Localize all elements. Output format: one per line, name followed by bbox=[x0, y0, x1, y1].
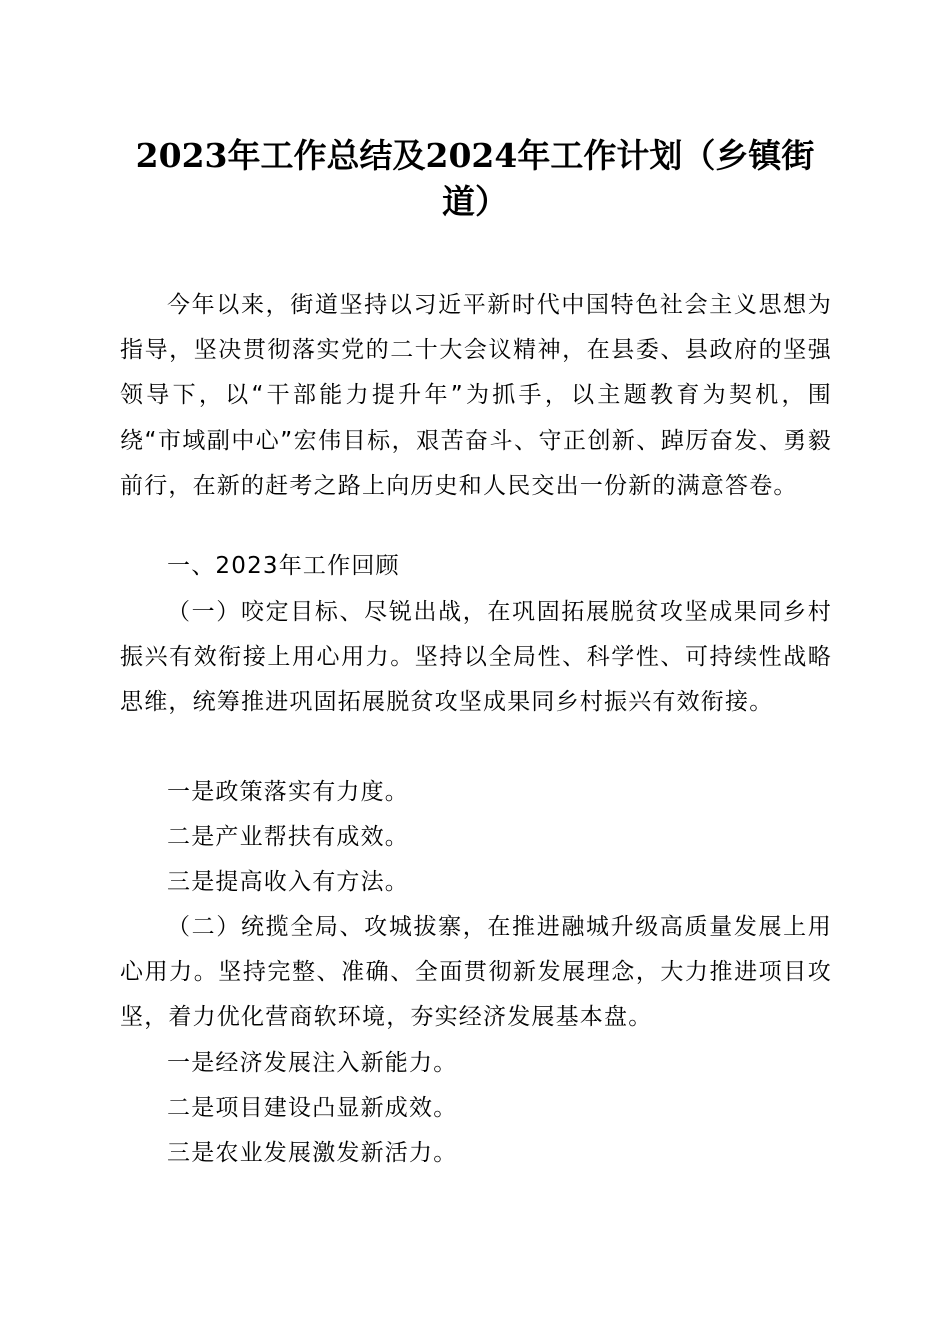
subsection-2-point-1: 一是经济发展注入新能力。 bbox=[167, 1050, 458, 1076]
subsection-2-point-3: 三是农业发展激发新活力。 bbox=[167, 1140, 458, 1166]
subsection-2-point-2: 二是项目建设凸显新成效。 bbox=[167, 1095, 458, 1121]
section-heading-review: 一、2023年工作回顾 bbox=[167, 553, 400, 579]
subsection-2-paragraph: （二）统揽全局、攻城拔寨，在推进融城升级高质量发展上用心用力。坚持完整、准确、全面贯彻新发展理念，大力推进项目攻坚，着力优化营商软环境，夯实经济发展基本盘。 bbox=[120, 914, 832, 1031]
subsection-1-point-1: 一是政策落实有力度。 bbox=[167, 779, 409, 805]
document-title: 2023年工作总结及2024年工作计划（乡镇街道） bbox=[135, 136, 815, 221]
subsection-1-point-3: 三是提高收入有方法。 bbox=[167, 869, 409, 895]
subsection-1-paragraph: （一）咬定目标、尽锐出战，在巩固拓展脱贫攻坚成果同乡村振兴有效衔接上用心用力。坚持以全局性、科学性、可持续性战略思维，统筹推进巩固拓展脱贫攻坚成果同乡村振兴有效衔接。 bbox=[120, 599, 832, 716]
intro-paragraph: 今年以来，街道坚持以习近平新时代中国特色社会主义思想为指导，坚决贯彻落实党的二十大会议精神，在县委、县政府的坚强领导下，以“干部能力提升年”为抓手，以主题教育为契机，围绕“市域副中心”宏伟目标，艰苦奋斗、守正创新、踔厉奋发、勇毅前行，在新的赶考之路上向历史和人民交出一份新的满意答卷。 bbox=[120, 292, 832, 499]
subsection-1-point-2: 二是产业帮扶有成效。 bbox=[167, 824, 409, 850]
